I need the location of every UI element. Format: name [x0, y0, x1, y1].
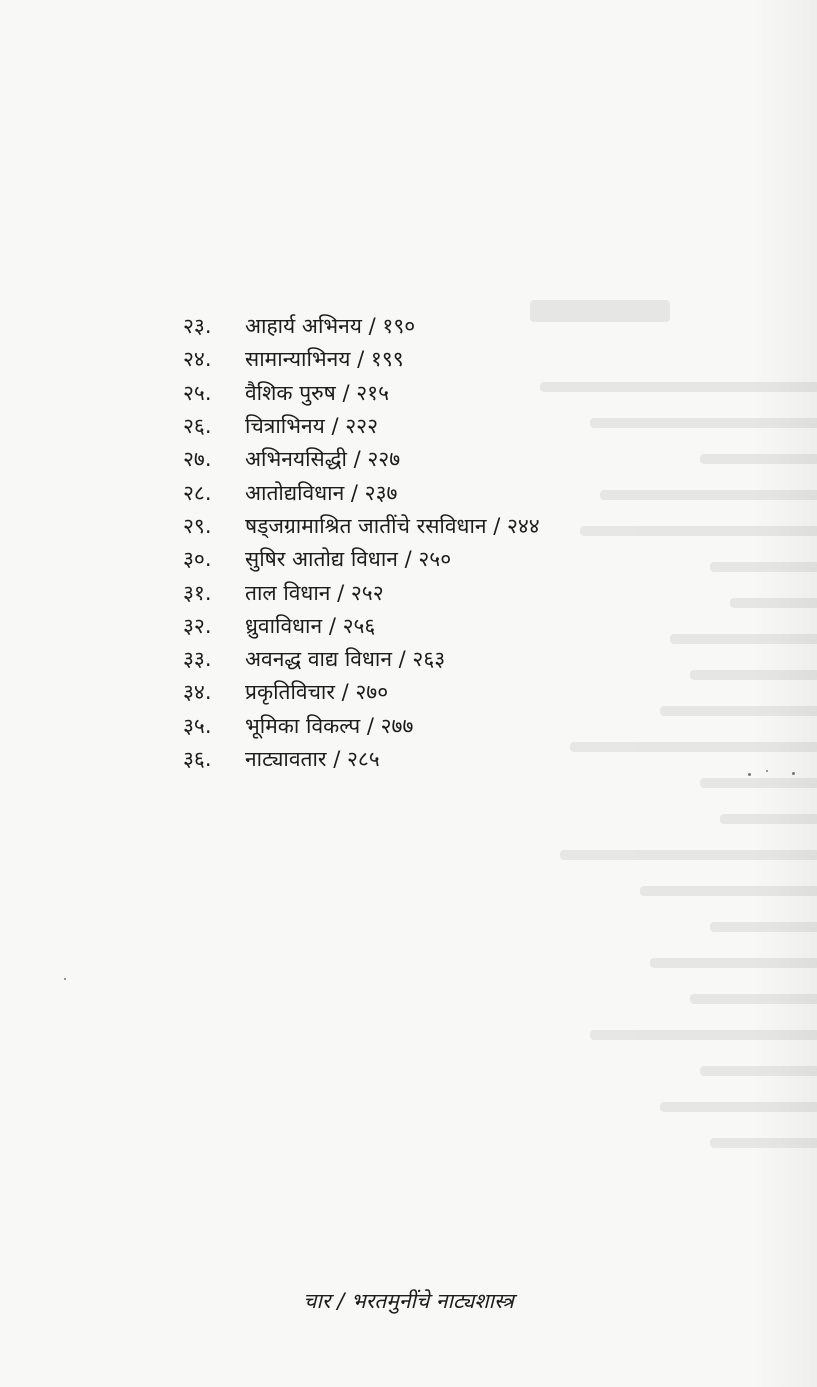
- bleed-through-text: [520, 300, 817, 1220]
- toc-entry: [183, 343, 540, 376]
- chapter-title: आतोद्यविधान / २३७: [245, 480, 398, 505]
- chapter-number: ३०.: [183, 547, 212, 572]
- chapter-number: ३२.: [183, 613, 212, 638]
- ghost-line: [690, 670, 817, 680]
- chapter-number: २९.: [183, 513, 212, 538]
- toc-entry: [183, 576, 540, 609]
- chapter-number: २८.: [183, 480, 212, 505]
- ghost-line: [710, 562, 817, 572]
- toc-entry: [183, 443, 540, 476]
- ghost-line: [540, 382, 817, 392]
- paper-speck: [64, 978, 66, 980]
- ghost-line: [590, 1030, 817, 1040]
- ghost-line: [700, 454, 817, 464]
- chapter-number: ३५.: [183, 713, 212, 738]
- chapter-number: २५.: [183, 380, 212, 405]
- ghost-line: [710, 922, 817, 932]
- chapter-number: २७.: [183, 447, 212, 472]
- toc-entry: [183, 610, 540, 643]
- ghost-line: [710, 1138, 817, 1148]
- ghost-line: [590, 418, 817, 428]
- chapter-title: ताल विधान / २५२: [245, 580, 384, 605]
- ghost-line: [700, 1066, 817, 1076]
- ghost-line: [660, 706, 817, 716]
- paper-speck: [748, 773, 751, 776]
- ghost-line: [720, 814, 817, 824]
- ghost-line: [700, 778, 817, 788]
- ghost-line: [560, 850, 817, 860]
- chapter-title: सुषिर आतोद्य विधान / २५०: [245, 547, 452, 572]
- page-footer: चार / भरतमुनींचे नाट्यशास्त्र: [303, 1289, 514, 1313]
- toc-entry: [183, 710, 540, 743]
- ghost-line: [530, 300, 670, 322]
- toc-entry: [183, 310, 540, 343]
- chapter-title: प्रकृतिविचार / २७०: [245, 680, 389, 705]
- chapter-title: सामान्याभिनय / १९९: [245, 347, 404, 372]
- chapter-title: नाट्यावतार / २८५: [245, 747, 380, 771]
- toc-entry: [183, 510, 540, 543]
- chapter-title: वैशिक पुरुष / २१५: [245, 380, 390, 405]
- chapter-number: ३१.: [183, 580, 212, 605]
- ghost-line: [670, 634, 817, 644]
- chapter-title: अभिनयसिद्धी / २२७: [245, 447, 401, 472]
- toc-entry: [183, 476, 540, 509]
- toc-entry: [183, 543, 540, 576]
- table-of-contents: [183, 310, 540, 776]
- chapter-number: २३.: [183, 314, 212, 339]
- chapter-number: ३६.: [183, 747, 212, 771]
- ghost-line: [640, 886, 817, 896]
- chapter-title: भूमिका विकल्प / २७७: [245, 713, 414, 738]
- paper-speck: [766, 770, 768, 772]
- toc-entry: [183, 410, 540, 443]
- chapter-number: २६.: [183, 414, 212, 439]
- ghost-line: [690, 994, 817, 1004]
- chapter-title: षड्जग्रामाश्रित जातींचे रसविधान / २४४: [245, 513, 540, 538]
- toc-entry: [183, 643, 540, 676]
- toc-entry: [183, 676, 540, 709]
- toc-entry: [183, 377, 540, 410]
- chapter-title: ध्रुवाविधान / २५६: [245, 613, 376, 638]
- chapter-number: ३३.: [183, 647, 212, 672]
- chapter-number: २४.: [183, 347, 212, 372]
- ghost-line: [580, 526, 817, 536]
- chapter-title: अवनद्ध वाद्य विधान / २६३: [245, 647, 446, 672]
- ghost-line: [570, 742, 817, 752]
- paper-speck: [792, 772, 795, 775]
- chapter-title: चित्राभिनय / २२२: [245, 414, 379, 439]
- toc-entry: [183, 743, 540, 776]
- chapter-title: आहार्य अभिनय / १९०: [245, 314, 416, 339]
- ghost-line: [660, 1102, 817, 1112]
- chapter-number: ३४.: [183, 680, 212, 705]
- ghost-line: [600, 490, 817, 500]
- ghost-line: [730, 598, 817, 608]
- ghost-line: [650, 958, 817, 968]
